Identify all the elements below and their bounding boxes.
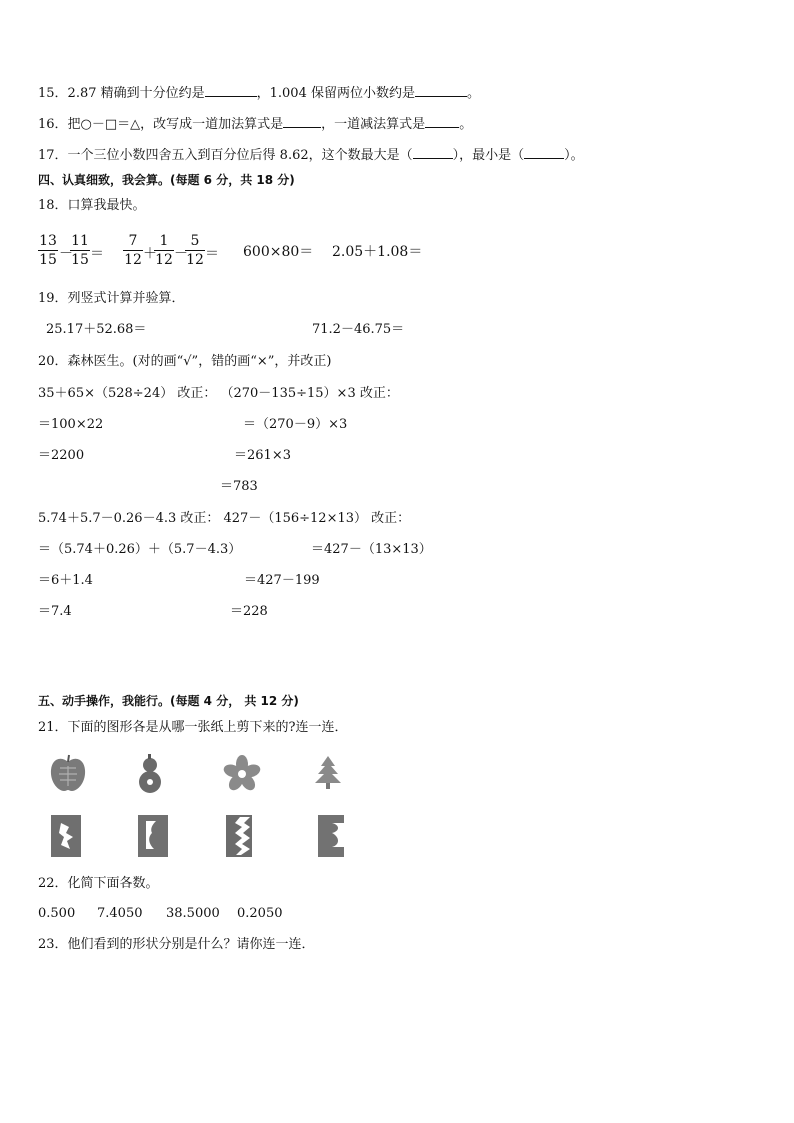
calc-line: ＝427－（13×13） <box>311 542 432 557</box>
paper-sheet-4-icon[interactable] <box>318 815 344 857</box>
paper-sheet-1-icon[interactable] <box>51 815 81 857</box>
section-4-heading: 四、认真细致，我会算。(每题 6 分，共 18 分) <box>38 173 295 187</box>
operator: ＋ <box>143 246 157 262</box>
question-16: 16．把○－□＝△，改写成一道加法算式是 ，一道减法算式是 。 <box>38 117 473 132</box>
calc-line: 35＋65×（528÷24） 改正： （270－135÷15）×3 改正： <box>38 386 399 401</box>
expression: 600×80＝ <box>243 244 314 260</box>
number-item: 7.4050 <box>97 906 143 921</box>
question-20: 20．森林医生。(对的画“√”，错的画“×”，并改正) <box>38 354 332 369</box>
operator: － <box>174 246 188 262</box>
calc-line: ＝6＋1.4 <box>38 573 93 588</box>
section-5-heading: 五、动手操作，我能行。(每题 4 分， 共 12 分) <box>38 694 299 708</box>
operator: ＝ <box>205 246 219 262</box>
calc-line: ＝7.4 <box>38 604 72 619</box>
question-15: 15．2.87 精确到十分位约是 ，1.004 保留两位小数约是 。 <box>38 86 480 101</box>
calc-line: ＝100×22 <box>38 417 104 432</box>
question-18: 18．口算我最快。 <box>38 198 146 213</box>
operator: － <box>59 246 73 262</box>
expression: 25.17＋52.68＝ <box>46 322 147 337</box>
number-item: 0.2050 <box>237 906 283 921</box>
answer-blank[interactable] <box>524 146 564 159</box>
answer-blank[interactable] <box>283 115 321 128</box>
answer-blank[interactable] <box>205 84 257 97</box>
calc-line: ＝261×3 <box>234 448 291 463</box>
calc-line: ＝783 <box>220 479 258 494</box>
question-22: 22．化简下面各数。 <box>38 876 159 891</box>
question-19: 19．列竖式计算并验算． <box>38 291 185 306</box>
fraction: 5 12 <box>186 233 204 268</box>
expression: 71.2－46.75＝ <box>312 322 405 337</box>
flower-icon[interactable] <box>222 754 262 794</box>
calc-line: ＝（270－9）×3 <box>243 417 348 432</box>
calc-line: 5.74＋5.7－0.26－4.3 改正： 427－（156÷12×13） 改正： <box>38 511 411 526</box>
calc-line: ＝228 <box>230 604 268 619</box>
paper-sheet-2-icon[interactable] <box>138 815 168 857</box>
answer-blank[interactable] <box>425 115 459 128</box>
answer-blank[interactable] <box>413 146 453 159</box>
answer-blank[interactable] <box>415 84 467 97</box>
question-23: 23．他们看到的形状分别是什么？请你连一连． <box>38 937 315 952</box>
fraction: 11 15 <box>71 233 89 268</box>
operator: ＝ <box>90 246 104 262</box>
calc-line: ＝427－199 <box>244 573 320 588</box>
fraction: 7 12 <box>124 233 142 268</box>
tree-icon[interactable] <box>313 754 343 790</box>
fraction: 13 15 <box>39 233 57 268</box>
apple-icon[interactable] <box>48 754 88 794</box>
number-item: 0.500 <box>38 906 76 921</box>
calc-line: ＝2200 <box>38 448 85 463</box>
fraction: 1 12 <box>155 233 173 268</box>
number-item: 38.5000 <box>166 906 220 921</box>
expression: 2.05＋1.08＝ <box>332 244 423 260</box>
calc-line: ＝（5.74＋0.26）＋（5.7－4.3） <box>38 542 242 557</box>
gourd-icon[interactable] <box>133 754 167 794</box>
question-21: 21．下面的图形各是从哪一张纸上剪下来的?连一连． <box>38 720 348 735</box>
paper-sheet-3-icon[interactable] <box>226 815 252 857</box>
question-17: 17．一个三位小数四舍五入到百分位后得 8.62，这个数最大是（ ），最小是（ ）。 <box>38 148 584 163</box>
